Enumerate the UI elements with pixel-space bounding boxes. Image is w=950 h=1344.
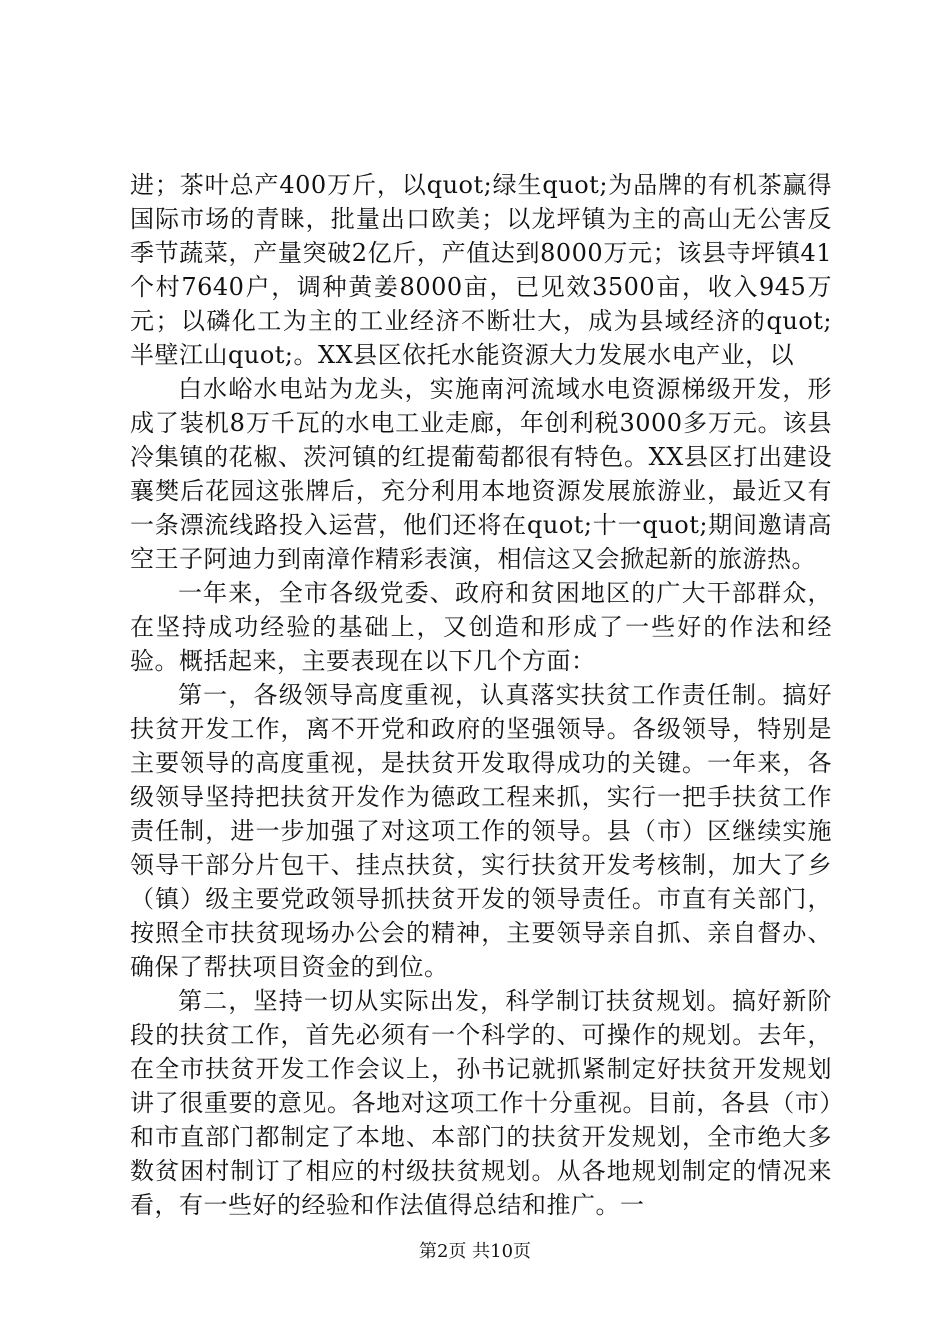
document-body: [130, 168, 832, 1222]
paragraph-3: 一年来，全市各级党委、政府和贫困地区的广大干部群众，在坚持成功经验的基础上，又创造和形成了一些好的作法和经验。概括起来，主要表现在以下几个方面：: [130, 579, 832, 675]
paragraph-4: 第一，各级领导高度重视，认真落实扶贫工作责任制。搞好扶贫开发工作，离不开党和政府的坚强领导。各级领导，特别是主要领导的高度重视，是扶贫开发取得成功的关键。一年来，各级领导坚持把扶贫开发作为德政工程来抓，实行一把手扶贫工作责任制，进一步加强了对这项工作的领导。县（市）区继续实施领导干部分片包干、挂点扶贫，实行扶贫开发考核制，加大了乡（镇）级主要党政领导抓扶贫开发的领导责任。市直有关部门，按照全市扶贫现场办公会的精神，主要领导亲自抓、亲自督办、确保了帮扶项目资金的到位。: [130, 681, 832, 981]
page-number-footer: 第2页 共10页: [418, 1241, 532, 1262]
paragraph-1: 进；茶叶总产400万斤，以quot;绿生quot;为品牌的有机茶赢得国际市场的青睐，批量出口欧美；以龙坪镇为主的高山无公害反季节蔬菜，产量突破2亿斤，产值达到8000万元；该县寺坪镇41个村7640户，调种黄姜8000亩，已见效3500亩，收入945万元；以磷化工为主的工业经济不断壮大，成为县域经济的quot;半壁江山quot;。XX县区依托水能资源大力发展水电产业，以: [130, 171, 832, 369]
paragraph-2: 白水峪水电站为龙头，实施南河流域水电资源梯级开发，形成了装机8万千瓦的水电工业走廊，年创利税3000多万元。该县冷集镇的花椒、茨河镇的红提葡萄都很有特色。XX县区打出建设襄樊后花园这张牌后，充分利用本地资源发展旅游业，最近又有一条漂流线路投入运营，他们还将在quot;十一quot;期间邀请高空王子阿迪力到南漳作精彩表演，相信这又会掀起新的旅游热。: [130, 375, 832, 573]
paragraph-5: 第二，坚持一切从实际出发，科学制订扶贫规划。搞好新阶段的扶贫工作，首先必须有一个科学的、可操作的规划。去年，在全市扶贫开发工作会议上，孙书记就抓紧制定好扶贫开发规划讲了很重要的意见。各地对这项工作十分重视。目前，各县（市）和市直部门都制定了本地、本部门的扶贫开发规划，全市绝大多数贫困村制订了相应的村级扶贫规划。从各地规划制定的情况来看，有一些好的经验和作法值得总结和推广。一: [130, 987, 832, 1219]
